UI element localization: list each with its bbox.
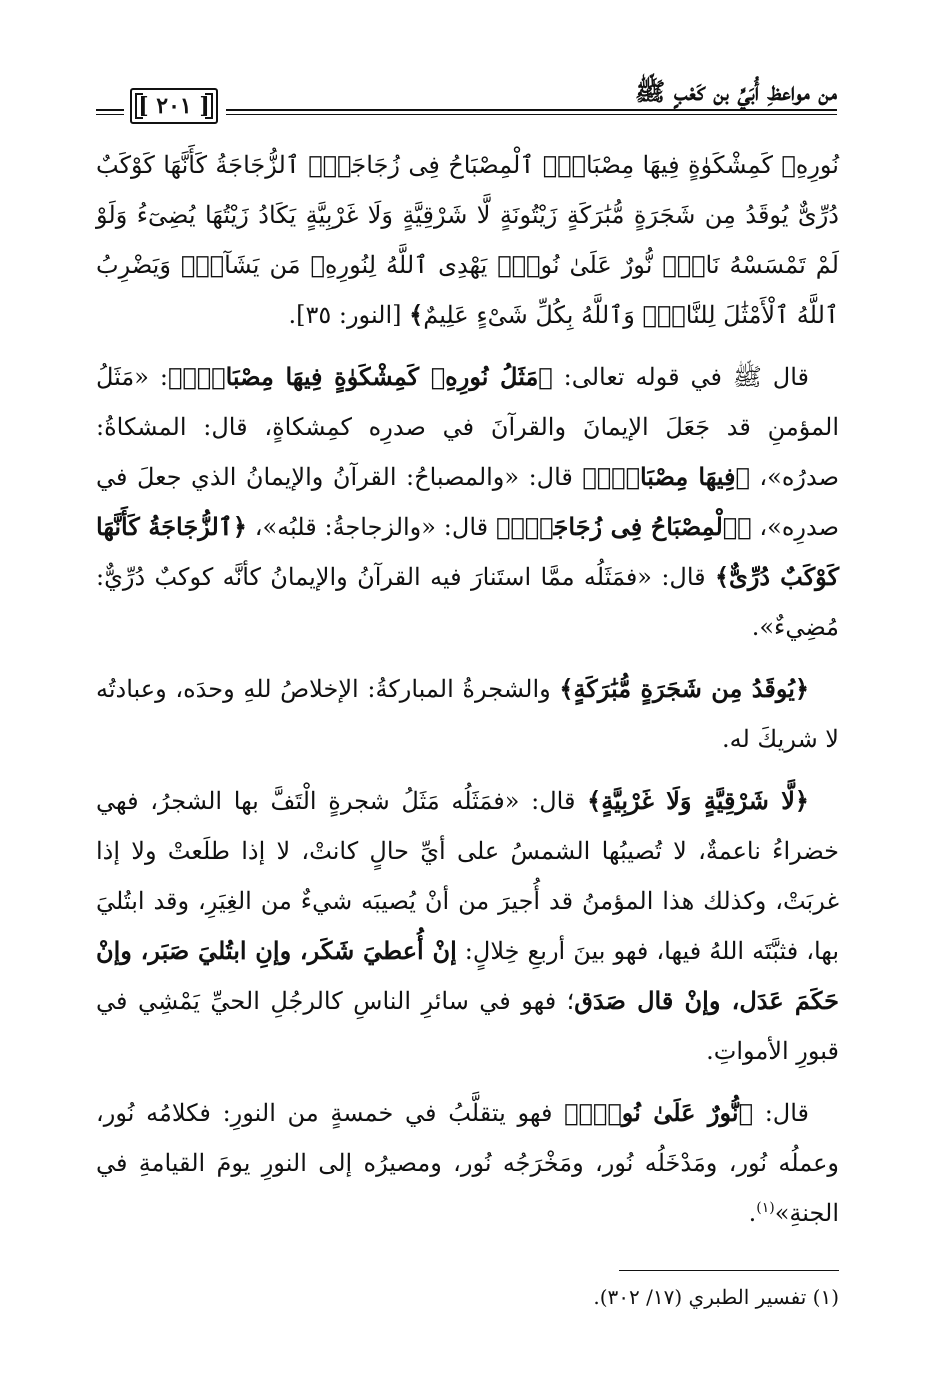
paragraph-commentary-1 bbox=[96, 352, 839, 652]
quran-quote: ﴿مَثَلُ نُورِهِۦ كَمِشْكَوٰةٍ فِيهَا مِصْبَاحٌۖ﴾ bbox=[167, 362, 553, 391]
text-span: قال: «والزجاجةُ: قلبُه»، bbox=[246, 513, 496, 541]
text-span: والشجرةُ المباركةُ: الإخلاصُ للهِ وحدَه، وعبادتُه لا شريكَ له. bbox=[96, 675, 839, 753]
bold-saying: إنْ أُعطيَ شَكَر، وإنِ ابتُليَ صَبَر، وإنْ حَكَمَ عَدَل، وإنْ قال صَدَق bbox=[96, 936, 839, 1015]
text-span: قال: bbox=[753, 1099, 810, 1127]
text-span: قال ﷺ في قوله تعالى: bbox=[552, 363, 810, 391]
text-span: قال: «فمَثَلُه مَثَلُ شجرةٍ الْتَفَّ بها الشجرُ، فهي خضراءُ ناعمةٌ، لا تُصيبُها الشمسُ على أيِّ حالٍ كانتْ، لا إذا طلَعتْ ولا إذا غربَتْ، وكذلك هذا المؤمنُ قد أُجيرَ من أنْ يُصيبَه شيءٌ من الغِيَرِ، وقد ابتُليَ بها، فثبَّتَه اللهُ فيها، فهو بينَ أربعِ خِلالٍ: bbox=[96, 787, 839, 965]
text-span: فهو يتقلَّبُ في خمسةٍ من النورِ: فكلامُه نُور، وعملُه نُور، ومَدْخَلُه نُور، ومَخْرَجُه نُور، ومصيرُه إلى النورِ يومَ القيامةِ في الجنةِ» bbox=[96, 1099, 839, 1227]
paragraph-commentary-2 bbox=[96, 664, 839, 764]
paragraph-commentary-3 bbox=[96, 776, 839, 1076]
quran-verse: نُورِهِۦ كَمِشْكَوٰةٍ فِيهَا مِصْبَاحٌۖ ٱلْمِصْبَاحُ فِى زُجَاجَةٍۖ ٱلزُّجَاجَةُ كَأَنَّهَا كَوْكَبٌ دُرِّىٌّ يُوقَدُ مِن شَجَرَةٍ مُّبَٰرَكَةٍ زَيْتُونَةٍ لَّا شَرْقِيَّةٍ وَلَا غَرْبِيَّةٍ يَكَادُ زَيْتُهَا يُضِىٓءُ وَلَوْ لَمْ تَمْسَسْهُ نَارٌۚ نُّورٌ عَلَىٰ نُورٍۗ يَهْدِى ٱللَّهُ لِنُورِهِۦ مَن يَشَآءُۚ وَيَضْرِبُ ٱللَّهُ ٱلْأَمْثَٰلَ لِلنَّاسِۗ وَٱللَّهُ بِكُلِّ شَىْءٍ عَلِيمٌ bbox=[96, 151, 839, 329]
running-title: من مواعظِ أُبَيِّ بن كَعْبٍ ﷺ bbox=[635, 77, 837, 106]
quran-quote: ﴿ٱلْمِصْبَاحُ فِى زُجَاجَةٍۖ﴾ bbox=[495, 512, 752, 541]
footnote-divider bbox=[619, 1270, 839, 1271]
paragraph-verse bbox=[96, 140, 839, 340]
verse-reference: [النور: ٣٥]. bbox=[288, 301, 410, 329]
footnote: (١) تفسير الطبري (١٧/ ٣٠٢). bbox=[593, 1285, 839, 1309]
page-number bbox=[130, 88, 218, 124]
header-rule-left bbox=[96, 109, 124, 115]
footnote-marker: (١) bbox=[756, 1200, 775, 1216]
quran-quote: ﴿نُّورٌ عَلَىٰ نُورٍۗ﴾ bbox=[564, 1098, 753, 1127]
page-number-text: [ ٢٠١ ] bbox=[138, 93, 210, 119]
page-body bbox=[96, 140, 839, 1238]
quran-quote: ﴿فِيهَا مِصْبَاحٌۖ﴾ bbox=[582, 462, 750, 491]
text-span: : «مَثَلُ المؤمنِ قد جَعَلَ الإيمانَ والقرآنَ في صدرِه كمِشكاةٍ، قال: المشكاةُ: صدرُه»، bbox=[96, 363, 839, 491]
text-span: قال: «والمصباحُ: القرآنُ والإيمانُ الذي جعلَ في صدرِه»، bbox=[96, 463, 839, 541]
header-rule bbox=[226, 109, 837, 115]
text-span: قال: «فمَثَلُه ممَّا استَنارَ فيه القرآنُ والإيمانُ كأنَّه كوكبٌ دُرِّيٌّ: مُضِيءٌ». bbox=[96, 563, 839, 641]
page-header bbox=[96, 68, 837, 128]
quran-quote: ﴿ٱلزُّجَاجَةُ كَأَنَّهَا كَوْكَبٌ دُرِّىٌّ﴾ bbox=[96, 512, 839, 591]
text-span: ؛ فهو في سائرِ الناسِ كالرجُلِ الحيِّ يَمْشِي في قبورِ الأمواتِ. bbox=[96, 987, 839, 1065]
paragraph-commentary-4 bbox=[96, 1088, 839, 1238]
quran-quote: ﴿يُوقَدُ مِن شَجَرَةٍ مُّبَٰرَكَةٍ﴾ bbox=[559, 674, 810, 703]
quran-quote: ﴿لَّا شَرْقِيَّةٍ وَلَا غَرْبِيَّةٍ﴾ bbox=[587, 786, 809, 815]
text-span: . bbox=[748, 1199, 757, 1227]
verse-close-bracket: ﴾ bbox=[409, 300, 424, 329]
